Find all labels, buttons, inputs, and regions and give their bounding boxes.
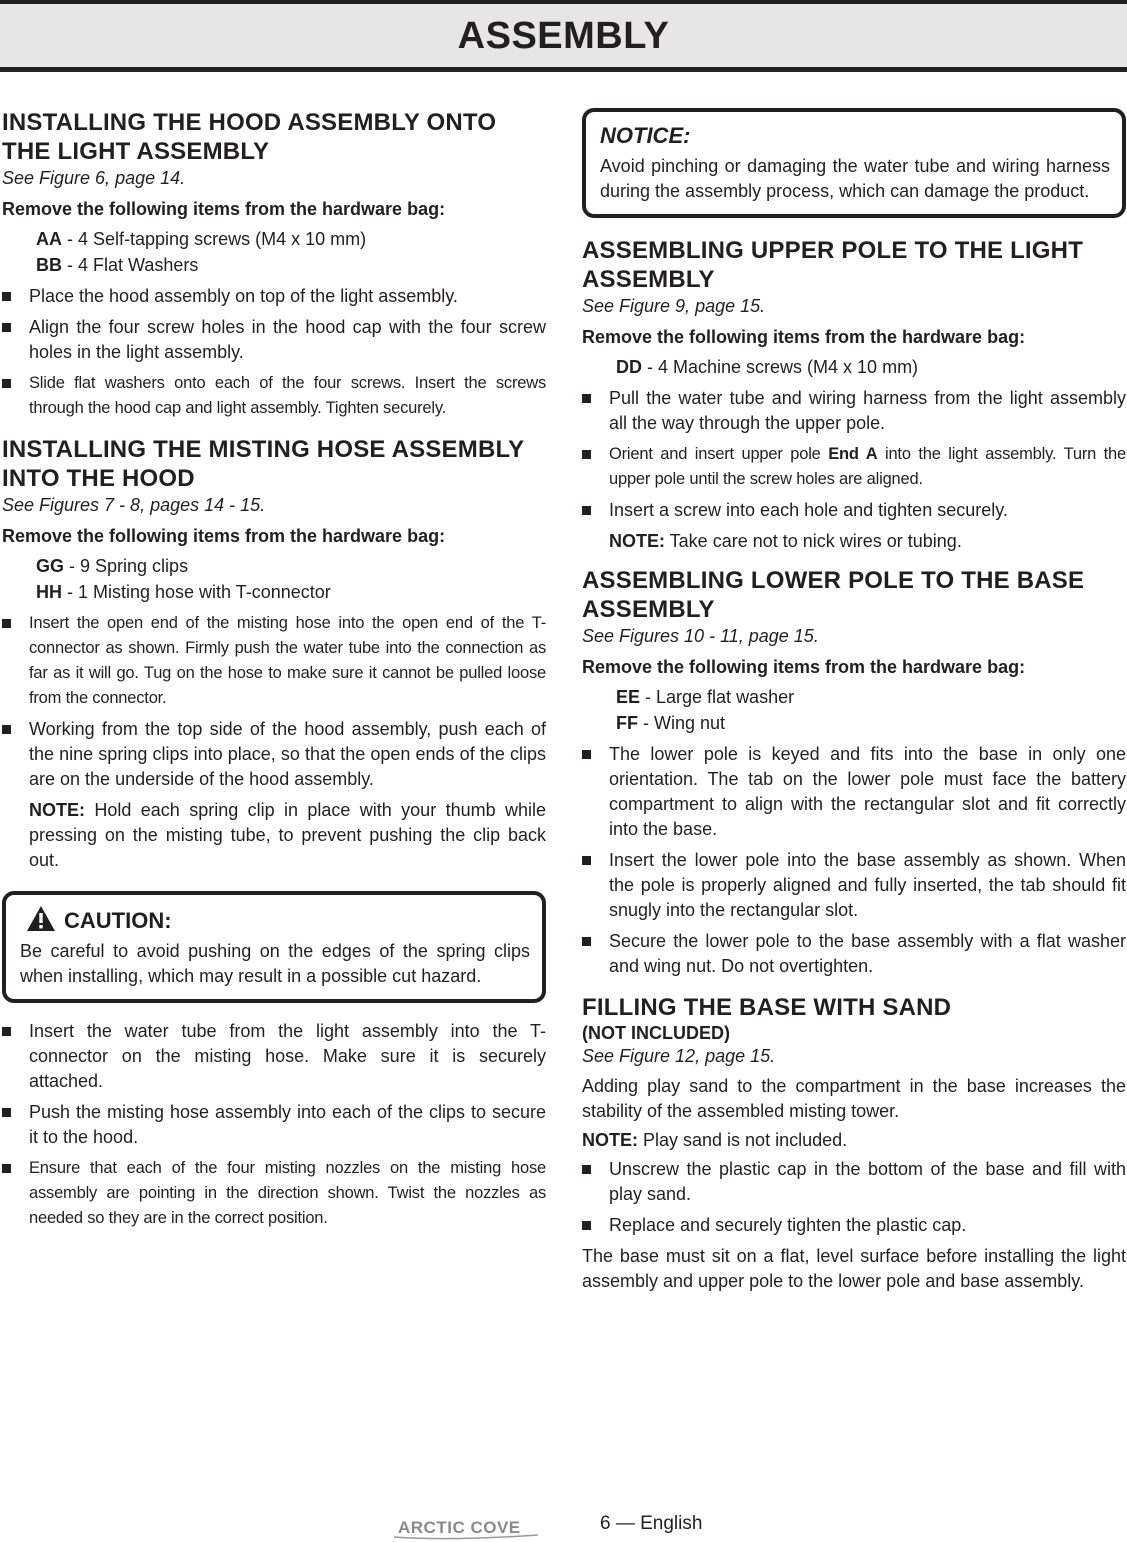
hardware-list [2, 553, 546, 605]
hardware-code: BB [36, 255, 62, 275]
bullet-square-icon [582, 506, 591, 515]
heading-line: ASSEMBLY [582, 266, 715, 293]
step-item [582, 742, 1126, 842]
note [582, 529, 1126, 554]
bullet-square-icon [2, 379, 11, 388]
bullet-square-icon [582, 937, 591, 946]
heading-line: THE LIGHT ASSEMBLY [2, 138, 270, 165]
bullet-square-icon [582, 450, 591, 459]
step-text: Insert the lower pole into the base assembly as shown. When the pole is properly aligned and fully inserted, the tab should fit snugly into the rectangular slot. [609, 850, 1126, 920]
note [582, 1128, 1126, 1153]
step-text: Replace and securely tighten the plastic cap. [609, 1215, 967, 1235]
hardware-desc: - 4 Self-tapping screws (M4 x 10 mm) [62, 229, 367, 249]
hardware-list [2, 226, 546, 278]
step-text: Insert the water tube from the light assembly into the T-connector on the misting hose. Make sure it is securely attached. [29, 1021, 546, 1091]
figure-reference: See Figures 10 - 11, page 15. [582, 626, 819, 646]
left-column [2, 108, 546, 1237]
caution-body: Be careful to avoid pushing on the edges of the spring clips when installing, which may result in a possible cut hazard. [20, 941, 530, 986]
hardware-item [36, 553, 546, 579]
bullet-square-icon [582, 394, 591, 403]
bullet-square-icon [2, 725, 11, 734]
step-text: Align the four screw holes in the hood cap with the four screw holes in the light assembly. [29, 317, 546, 362]
hardware-code: AA [36, 229, 62, 249]
step-item [2, 611, 546, 711]
notice-box [582, 108, 1126, 218]
hardware-item [36, 579, 546, 605]
note-text: Hold each spring clip in place with your thumb while pressing on the misting tube, to prevent pushing the clip back out. [29, 800, 546, 870]
hardware-desc: - 4 Machine screws (M4 x 10 mm) [642, 357, 919, 377]
bullet-square-icon [582, 1221, 591, 1230]
step-text: Insert a screw into each hole and tighten securely. [609, 500, 1008, 520]
step-item [2, 315, 546, 365]
step-text: Orient and insert upper pole [609, 445, 829, 463]
step-list [2, 611, 546, 792]
bullet-square-icon [2, 292, 11, 301]
hardware-desc: - Large flat washer [640, 687, 795, 707]
page-number-label: 6 — English [600, 1513, 703, 1534]
step-list [582, 1157, 1126, 1238]
step-text: Push the misting hose assembly into each of the clips to secure it to the hood. [29, 1102, 546, 1147]
hardware-desc: - 1 Misting hose with T-connector [62, 582, 331, 602]
intro-paragraph: Adding play sand to the compartment in the base increases the stability of the assembled misting tower. [582, 1076, 1126, 1121]
hardware-item [36, 252, 546, 278]
step-item [2, 1100, 546, 1150]
step-text: Pull the water tube and wiring harness from the light assembly all the way through the upper pole. [609, 388, 1126, 433]
hardware-code: DD [616, 357, 642, 377]
bullet-square-icon [582, 1165, 591, 1174]
hardware-instruction: Remove the following items from the hardware bag: [2, 199, 446, 219]
step-item [2, 284, 546, 309]
step-emphasis: End A [828, 445, 878, 463]
bullet-square-icon [582, 856, 591, 865]
step-item [582, 1213, 1126, 1238]
section-heading [2, 108, 546, 166]
section-lower-pole [582, 566, 1126, 979]
hardware-code: GG [36, 556, 65, 576]
step-text: The lower pole is keyed and fits into the base in only one orientation. The tab on the lower pole must face the battery compartment to align with the rectangular slot and fit correctly into the base. [609, 744, 1126, 839]
step-text: Ensure that each of the four misting nozzles on the misting hose assembly are pointing in the direction shown. Twist the nozzles as needed so they are in the correct position. [29, 1159, 546, 1227]
bullet-square-icon [2, 619, 11, 628]
section-heading: FILLING THE BASE WITH SAND [582, 994, 952, 1021]
step-item [582, 442, 1126, 492]
heading-line: INTO THE HOOD [2, 465, 195, 492]
logo-text: ARCTIC COVE [398, 1518, 521, 1537]
step-text: Slide flat washers onto each of the four screws. Insert the screws through the hood cap and light assembly. Tighten securely. [29, 374, 546, 417]
step-item [582, 929, 1126, 979]
hardware-item [616, 710, 1126, 736]
figure-reference: See Figure 9, page 15. [582, 296, 766, 316]
heading-line: INSTALLING THE MISTING HOSE ASSEMBLY [2, 436, 525, 463]
step-text: Secure the lower pole to the base assembly with a flat washer and wing nut. Do not overtighten. [609, 931, 1126, 976]
hardware-item [616, 684, 1126, 710]
note-text: Play sand is not included. [638, 1130, 848, 1150]
section-subheading: (NOT INCLUDED) [582, 1023, 730, 1043]
notice-body: Avoid pinching or damaging the water tube and wiring harness during the assembly process, which can damage the product. [600, 156, 1110, 201]
step-item [2, 717, 546, 792]
arctic-cove-logo [392, 1516, 542, 1540]
step-text: into the light assembly. Turn the upper pole until the screw holes are aligned. [609, 445, 1126, 488]
bullet-square-icon [2, 1108, 11, 1117]
notice-title: NOTICE: [600, 123, 691, 148]
step-list [2, 1019, 546, 1231]
step-item [2, 371, 546, 421]
bullet-square-icon [2, 1164, 11, 1173]
note-text: Take care not to nick wires or tubing. [665, 531, 962, 551]
right-column [582, 108, 1126, 1294]
hardware-item [616, 354, 1126, 380]
hardware-instruction: Remove the following items from the hardware bag: [2, 526, 446, 546]
page-title: ASSEMBLY [457, 15, 670, 57]
heading-line: ASSEMBLY [582, 596, 715, 623]
note-label: NOTE: [582, 1130, 638, 1150]
caution-title: CAUTION: [64, 908, 172, 933]
hardware-instruction: Remove the following items from the hardware bag: [582, 327, 1026, 347]
step-item [582, 498, 1126, 523]
bullet-square-icon [582, 750, 591, 759]
section-heading [582, 236, 1126, 294]
step-item [582, 1157, 1126, 1207]
hardware-item [36, 226, 546, 252]
figure-reference: See Figure 12, page 15. [582, 1046, 776, 1066]
heading-line: ASSEMBLING LOWER POLE TO THE BASE [582, 567, 1085, 594]
note-label: NOTE: [29, 800, 85, 820]
section-heading [2, 435, 546, 493]
section-fill-sand [582, 993, 1126, 1294]
heading-line: ASSEMBLING UPPER POLE TO THE LIGHT [582, 237, 1084, 264]
hardware-desc: - Wing nut [638, 713, 726, 733]
caution-title-row [20, 905, 530, 935]
bullet-square-icon [2, 323, 11, 332]
bullet-square-icon [2, 1027, 11, 1036]
hardware-list [582, 354, 1126, 380]
step-text: Place the hood assembly on top of the light assembly. [29, 286, 458, 306]
hardware-code: EE [616, 687, 641, 707]
step-item [582, 848, 1126, 923]
hardware-code: FF [616, 713, 638, 733]
hardware-list [582, 684, 1126, 736]
step-text: Unscrew the plastic cap in the bottom of the base and fill with play sand. [609, 1159, 1126, 1204]
caution-box [2, 891, 546, 1003]
page-footer [0, 1512, 1127, 1542]
hardware-instruction: Remove the following items from the hardware bag: [582, 657, 1026, 677]
section-upper-pole [582, 236, 1126, 554]
note-label: NOTE: [609, 531, 665, 551]
section-heading [582, 566, 1126, 624]
step-list [582, 742, 1126, 979]
hardware-code: HH [36, 582, 62, 602]
hardware-desc: - 9 Spring clips [64, 556, 189, 576]
step-item [2, 1019, 546, 1094]
warning-triangle-icon [26, 905, 56, 932]
heading-line: INSTALLING THE HOOD ASSEMBLY ONTO [2, 109, 497, 136]
figure-reference: See Figures 7 - 8, pages 14 - 15. [2, 495, 266, 515]
step-item [2, 1156, 546, 1231]
closing-paragraph: The base must sit on a flat, level surface before installing the light assembly and upper pole to the lower pole and base assembly. [582, 1246, 1126, 1291]
step-list [582, 386, 1126, 523]
step-text: Insert the open end of the misting hose into the open end of the T-connector as shown. Firmly push the water tube into the connection as far as it will go. Tug on the hose to make sure it cannot be pulled loose from the connector. [29, 614, 546, 707]
step-text: Working from the top side of the hood assembly, push each of the nine spring clips into place, so that the open ends of the clips are on the underside of the hood assembly. [29, 719, 546, 789]
step-list [2, 284, 546, 421]
hardware-desc: - 4 Flat Washers [62, 255, 199, 275]
section-install-hood [2, 108, 546, 421]
figure-reference: See Figure 6, page 14. [2, 168, 186, 188]
section-install-misting-hose [2, 435, 546, 1231]
note [2, 798, 546, 873]
step-item [582, 386, 1126, 436]
section-header-bar [0, 0, 1127, 72]
